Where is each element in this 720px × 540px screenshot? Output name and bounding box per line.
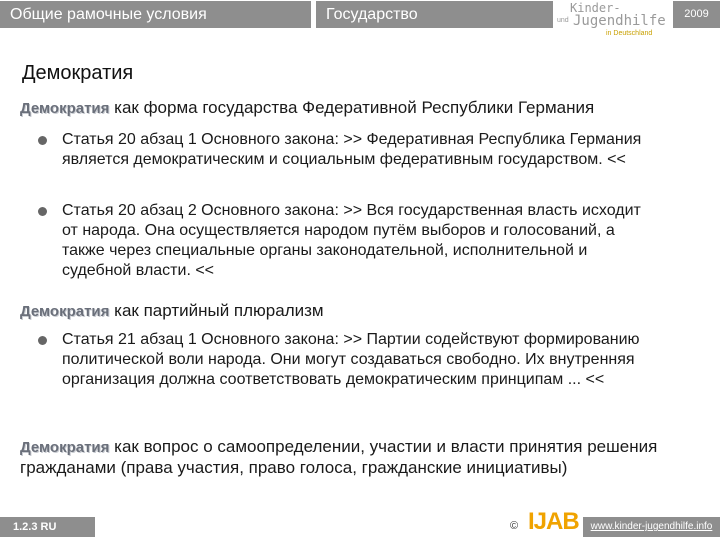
logo-line-1: Kinder-: [570, 1, 621, 15]
section-2-text: как партийный плюрализм: [109, 301, 324, 320]
bullet-text: Статья 20 абзац 1 Основного закона: >> Федеративная Республика Германия является демократическим и социальным федеративным государством. <<: [62, 131, 642, 168]
section-1-highlight: Демократия: [20, 100, 110, 117]
section-3-highlight: Демократия: [20, 439, 110, 456]
section-1-text: как форма государства Федеративной Республики Германия: [109, 98, 595, 117]
bullet-text: Статья 20 абзац 2 Основного закона: >> Вся государственная власть исходит от народа. Она осуществляется народом путём выборов и голосований, а также через специальные органы законодательной, исполнительной и судебной власти. <<: [62, 202, 641, 279]
bullet-text: Статья 21 абзац 1 Основного закона: >> Партии содействуют формированию политической воли народа. Они могут создаваться свободно. Их внутренняя организация должна соответствовать демократическим принципам ... <<: [62, 331, 640, 388]
slide-id: 1.2.3 RU: [0, 517, 95, 537]
bullet-dot-icon: [38, 336, 47, 345]
website-link[interactable]: www.kinder-jugendhilfe.info: [583, 517, 720, 537]
section-heading-3: [20, 437, 700, 478]
section-3-text: как вопрос о самоопределении, участии и власти принятия решения гражданами (права участия, право голоса, гражданские инициативы): [20, 437, 658, 477]
section-heading-2: [20, 301, 700, 322]
header-bar: [0, 0, 720, 37]
logo-und: und: [557, 17, 569, 24]
ijab-logo: IJAB: [528, 508, 579, 535]
header-tab-framework[interactable]: Общие рамочные условия: [0, 1, 311, 28]
bullet-dot-icon: [38, 207, 47, 216]
logo-subtitle: in Deutschland: [606, 30, 653, 37]
section-heading-1: [20, 98, 700, 119]
section-2-highlight: Демократия: [20, 303, 110, 320]
page-title: Демократия: [22, 62, 134, 84]
bullet-dot-icon: [38, 136, 47, 145]
kinder-jugendhilfe-logo: [556, 0, 670, 42]
logo-line-2: Jugendhilfe: [573, 13, 666, 29]
header-year: 2009: [673, 1, 720, 28]
copyright-symbol: ©: [510, 520, 519, 532]
header-tab-state[interactable]: Государство: [316, 1, 553, 28]
